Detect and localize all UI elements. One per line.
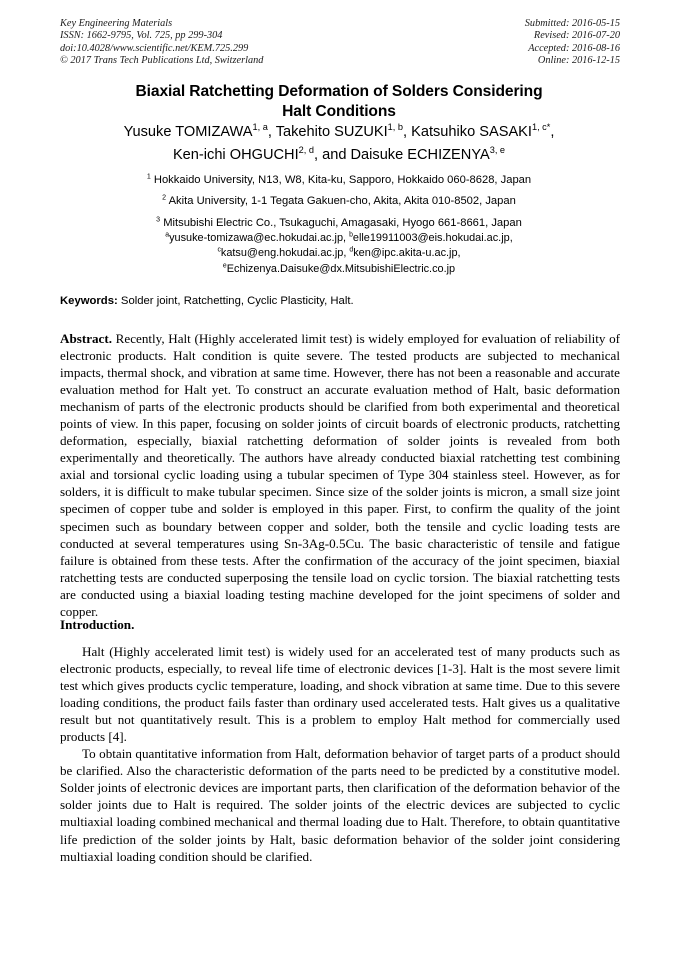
email-marker: e [222, 262, 227, 270]
title-line-1: Biaxial Ratchetting Deformation of Solders Considering [135, 83, 543, 100]
keywords-values: Solder joint, Ratchetting, Cyclic Plasticity, Halt. [117, 295, 354, 307]
affiliation-marker: 2 [162, 194, 167, 202]
date-accepted: Accepted: 2016-08-16 [528, 42, 620, 54]
author-name: Katsuhiko SASAKI [411, 124, 532, 140]
affiliation-text: Mitsubishi Electric Co., Tsukaguchi, Amagasaki, Hyogo 661-8661, Japan [160, 216, 522, 229]
journal-name: Key Engineering Materials [60, 18, 173, 29]
journal-doi: doi:10.4028/www.scientific.net/KEM.725.299 [60, 42, 249, 54]
journal-copyright: © 2017 Trans Tech Publications Ltd, Switzerland [60, 55, 264, 67]
abstract-body: Recently, Halt (Highly accelerated limit test) is widely employed for evaluation of reliability of electronic products. Halt condition is quite severe. The tested products are subjected to mechanical impacts, thermal shock, and vibration at same time. However, there has not been a reasonable and accurate evaluation method for Halt yet. To construct an accurate evaluation method of Halt, basic deformation mechanism of parts of the electronic products should be clarified from both experimental and theoretical points of view. In this paper, focusing on solder joints of circuit boards of electronic products, ratchetting deformation, especially, biaxial ratchetting deformation of solder joints is revealed from both experimentally and theoretically. The authors have already conducted biaxial ratchetting test combining axial and torsional cyclic loading using a tubular specimen of Type 304 stainless steel. However, as for solders, it is difficult to make tubular specimen. Since size of the solder joints is micron, a small size joint specimen of copper tube and solder is employed in this paper. First, to confirm the quality of the joint specimen such as boundary between copper and solder, both the tensile and cyclic loading tests are conducted at several temperatures using Sn-3Ag-0.5Cu. The basic characteristic of tensile and fatigue failure is obtained from these tests. After the confirmation of the accuracy of the joint specimen, biaxial ratchetting tests are conducted superposing the tensile load on cyclic torsion. The biaxial ratchetting tests are conducted using a biaxial loading testing machine developed for the joint specimens of solder and copper. [60, 331, 620, 619]
page-title [66, 82, 612, 121]
abstract-section [60, 330, 620, 620]
email-line: $^a$yusuke-tomizawa@ec.hokudai.ac.jp, $^b$elle19911003@eis.hokudai.ac.jp, [165, 231, 513, 244]
affiliation-marker: 3 [156, 216, 161, 224]
email-line [55, 262, 623, 277]
author-line-1: Yusuke TOMIZAWA$^{1, a}$, Takehito SUZUKI$^{1, b}$, Katsuhiko $SASAKI^{1, c*}$, [123, 122, 555, 140]
email-address[interactable]: ken@ipc.akita-u.ac.jp [353, 247, 458, 260]
section-heading-introduction: Introduction. [60, 617, 135, 632]
email-marker: b [349, 231, 353, 239]
author-name: Ken-ichi OHGUCHI [172, 147, 299, 163]
keywords-label: Keywords: [60, 295, 118, 307]
email-marker: a [165, 231, 170, 239]
author-line-2: Ken-ichi OHGUCHI$^{2, d}$, and Daisuke ECHIZENYA$^{3, e}$ [172, 145, 506, 163]
date-online: Online: 2016-12-15 [537, 55, 620, 67]
author-affiliation-marker: 2, d [298, 145, 314, 156]
email-address[interactable]: Echizenya.Daisuke@dx.MitsubishiElectric.co.jp [226, 262, 456, 275]
date-submitted: Submitted: 2016-05-15 [524, 18, 620, 29]
abstract-label: Abstract. [60, 331, 112, 346]
journal-header-left [60, 18, 263, 68]
journal-header-right [525, 18, 620, 68]
author-email-list [55, 231, 623, 277]
author-affiliation-marker: 1, b [387, 122, 403, 133]
affiliation-list [55, 170, 623, 234]
affiliation-text: Akita University, 1-1 Tegata Gakuen-cho, Akita, Akita 010-8502, Japan [166, 195, 516, 208]
introduction-paragraph-1: Halt (Highly accelerated limit test) is widely used for an accelerated test of many products such as electronic products, especially, to reveal life time of electronic devices [1-3]. Halt is the most severe limit test which gives products cyclic temperature, loading, and shock vibration at same time. Due to this severe loading conditions, the product fails faster than ordinary used accelerated tests. Halt gives us a qualitative result but not quantitatively result. This is a problem to employ Halt method for commercially used products [4]. [60, 644, 620, 745]
email-address[interactable]: yusuke-tomizawa@ec.hokudai.ac.jp [169, 232, 344, 244]
journal-running-header [60, 18, 620, 68]
affiliation-item [55, 170, 623, 191]
author-name: Takehito SUZUKI [275, 124, 388, 140]
author-name: Yusuke TOMIZAWA [123, 124, 253, 140]
author-affiliation-marker: 1, a [252, 122, 268, 133]
email-marker: c [217, 246, 221, 254]
date-revised: Revised: 2016-07-20 [533, 30, 620, 42]
keywords-line [60, 294, 620, 308]
title-line-2: Halt Conditions [282, 102, 396, 120]
email-marker: d [349, 246, 354, 254]
email-address[interactable]: katsu@eng.hokudai.ac.jp [220, 247, 344, 260]
journal-issn-volume: ISSN: 1662-9795, Vol. 725, pp 299-304 [60, 30, 223, 42]
author-list [60, 121, 618, 167]
author-affiliation-marker: 1, c* [531, 122, 551, 133]
introduction-paragraph-2: To obtain quantitative information from Halt, deformation behavior of target parts of a product should be clarified. Also the characteristic deformation of the parts need to be predicted by a constitutive model. Solder joints of electronic devices are important parts, then clarification of the deformation behavior of the solder joints due to Halt is required. The solder joints of the electric devices are subjected to cyclic multiaxial loading combined mechanical and thermal loading due to Halt. Therefore, to obtain quantitative life prediction of the solder joints by Halt, basic deformation behavior of the solder joint considering multiaxial loading condition should be clarified. [60, 746, 620, 864]
affiliation-text: Hokkaido University, N13, W8, Kita-ku, Sapporo, Hokkaido 060-8628, Japan [150, 174, 532, 186]
email-line: $^c$katsu@eng.hokudai.ac.jp, $^d$ken@ipc.akita-u.ac.jp, [217, 246, 461, 260]
author-affiliation-marker: 3, e [489, 145, 506, 156]
email-address[interactable]: elle19911003@eis.hokudai.ac.jp [352, 232, 510, 244]
author-name: Daisuke ECHIZENYA [350, 147, 490, 163]
affiliation-item [55, 191, 623, 212]
affiliation-marker: 1 [146, 173, 151, 181]
introduction-section [60, 643, 620, 865]
